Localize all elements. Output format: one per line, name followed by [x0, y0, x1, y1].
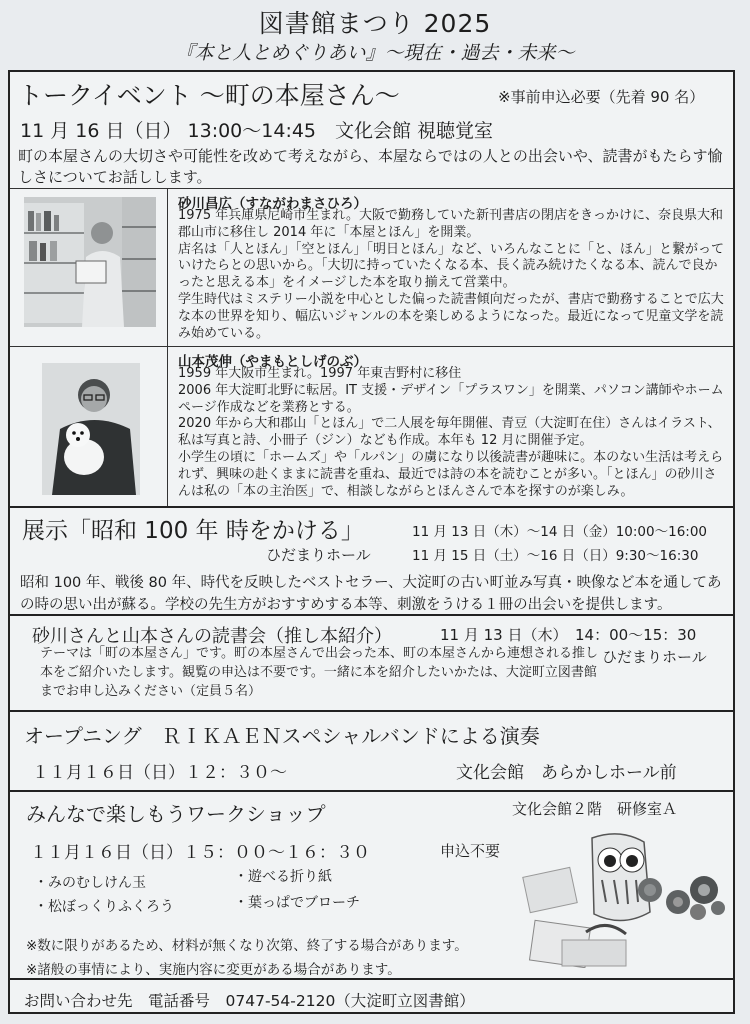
speaker-photo-frame — [10, 347, 168, 506]
speaker-bio-line: 小学生の頃に「ホームズ」や「ルパン」の虜になり以後読書が趣味に。本のない生活は考えられず、興味の赴くままに読書を重ね、最近では詩の本を読むことが多い。「とほん」の砂川さんは私の「本の主治医」で、相談しながらとほんさんで本を探すのが楽しみ。 — [178, 449, 724, 499]
exhibit-description: 昭和 100 年、戦後 80 年、時代を反映したベストセラー、大淀町の古い町並み写真・映像など本を通してあの時の思い出が蘇る。学校の先生方がおすすめする本等、刺激をうける１冊の出会いを提供します。 — [20, 575, 722, 613]
workshop-item: ・遊べる折り紙 — [234, 869, 332, 885]
opening-section — [10, 712, 733, 792]
reading-datetime: 11 月 13 日（木） 14：00～15：30 — [440, 626, 697, 644]
workshop-note: ※数に限りがあるため、材料が無くなり次第、終了する場合があります。 — [26, 938, 468, 954]
speaker-bio-line: 1959 年大阪市生まれ。1997 年東吉野村に移住 — [178, 366, 462, 381]
speaker-profile-sunagawa — [10, 188, 733, 346]
reading-section — [10, 616, 733, 712]
flyer-header — [0, 0, 750, 72]
exhibit-title: 展示「昭和 100 年 時をかける」 — [22, 518, 364, 544]
speaker-name: 砂川昌広（すながわまさひろ） — [178, 196, 367, 212]
speaker-photo-yamamoto — [42, 363, 140, 495]
exhibit-section — [10, 508, 733, 616]
workshop-item: ・松ぼっくりふくろう — [34, 899, 174, 915]
speaker-photo-frame — [10, 189, 168, 346]
flyer-subtitle: 『本と人とめぐりあい』～現在・過去・未来～ — [175, 42, 575, 64]
speaker-bio — [178, 208, 726, 342]
talk-title: トークイベント ～町の本屋さん～ — [18, 81, 400, 110]
talk-datetime: 11 月 16 日（日） 13:00～14:45 文化会館 視聴覚室 — [20, 120, 494, 142]
speaker-bio — [178, 366, 726, 500]
flyer-title: 図書館まつり 2025 — [258, 9, 492, 38]
workshop-note: ※諸般の事情により、実施内容に変更がある場合があります。 — [26, 962, 401, 978]
opening-datetime: １１月１６日（日）１２：３０～ — [32, 763, 287, 783]
contact-info: お問い合わせ先 電話番号 0747-54-2120（大淀町立図書館） — [24, 992, 475, 1010]
workshop-item: ・みのむしけん玉 — [34, 875, 146, 891]
speaker-bio-line: 2020 年から大和郡山「とほん」で二人展を毎年開催、青豆（大淀町在住）さんはイラスト、私は写真と詩、小冊子（ジン）なども作成。本年も 12 月に開催予定。 — [178, 416, 721, 449]
speaker-bio-line: 店名は「人とほん」「空とほん」「明日とほん」など、いろんなことに「と、ほん」と繋がっていけたらとの思いから。「大切に持っていたくなる本、長く読み続けたくなる本、読んで良かったと思える本」をイメージした本を取り揃えて営業中。 — [178, 241, 725, 291]
talk-description: 町の本屋さんの大切さや可能性を改めて考えながら、本屋ならではの人との出会いや、読書がもたらす愉しさについてお話しします。 — [18, 147, 723, 186]
exhibit-venue: ひだまりホール — [266, 546, 371, 564]
speaker-bio-line: 学生時代はミステリー小説を中心とした偏った読書傾向だったが、書店で勤務することで広大な本の世界を知り、幅広いジャンルの本を楽しめるようになった。最近になって児童文学を読み始めている。 — [178, 291, 724, 341]
workshop-section — [10, 792, 733, 980]
workshop-venue: 文化会館２階 研修室Ａ — [512, 800, 678, 818]
talk-section — [10, 72, 733, 508]
speaker-name: 山本茂伸（やまもとしげのぶ） — [178, 354, 367, 370]
speaker-profile-yamamoto — [10, 346, 733, 506]
speaker-bio-line: 1975 年兵庫県尼崎市生まれ。大阪で勤務していた新刊書店の閉店をきっかけに、奈良県大和郡山市に移住し 2014 年に「本屋とほん」を開業。 — [178, 208, 723, 240]
opening-title: オープニング ＲＩＫＡＥＮスペシャルバンドによる演奏 — [24, 724, 540, 748]
opening-venue: 文化会館 あらかしホール前 — [456, 763, 677, 783]
flyer-frame — [8, 70, 735, 1014]
workshop-apply-note: 申込不要 — [440, 842, 501, 860]
exhibit-date-2: 11 月 15 日（土）～16 日（日）9:30～16:30 — [412, 548, 699, 564]
workshop-title: みんなで楽しもうワークショップ — [26, 802, 326, 826]
speaker-photo-sunagawa — [24, 197, 156, 327]
reading-description: テーマは「町の本屋さん」です。町の本屋さんで出会った本、町の本屋さんから連想される推し本をご紹介いたします。観覧の申込は不要です。一緒に本を紹介したいかたは、大淀町立図書館までお申し込みください（定員５名） — [40, 646, 598, 699]
exhibit-date-1: 11 月 13 日（木）～14 日（金）10:00～16:00 — [412, 524, 708, 540]
reading-venue: ひだまりホール — [602, 648, 707, 666]
talk-note: ※事前申込必要（先着 90 名） — [498, 88, 705, 106]
reading-title: 砂川さんと山本さんの読書会（推し本紹介） — [32, 626, 392, 647]
workshop-datetime: １１月１６日（日）１５：００～１６：３０ — [30, 843, 370, 863]
workshop-item: ・葉っぱでブローチ — [234, 895, 360, 911]
speaker-bio-line: 2006 年大淀町北野に転居。IT 支援・デザイン「プラスワン」を開業、パソコン講師やホームページ作成などを業務とする。 — [178, 382, 724, 415]
workshop-crafts-photo — [522, 832, 728, 968]
